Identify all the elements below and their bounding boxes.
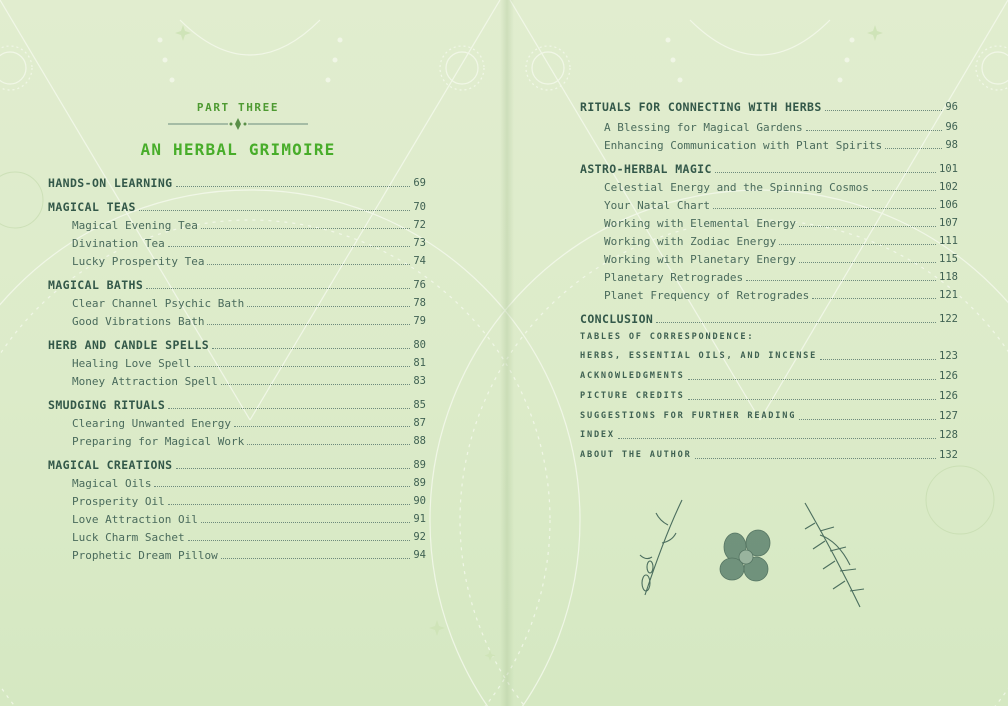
part-label: PART THREE — [196, 101, 280, 114]
toc-entry-page: 72 — [413, 219, 426, 231]
toc-entry-label: Planet Frequency of Retrogrades — [604, 289, 810, 302]
toc-entry[interactable] — [72, 528, 426, 544]
toc-entry-prefix: TABLES OF CORRESPONDENCE: — [580, 332, 755, 342]
toc-entry-label: Love Attraction Oil — [72, 513, 198, 526]
lavender-sprig-icon — [640, 500, 682, 595]
toc-entry-label: Luck Charm Sachet — [72, 531, 185, 544]
toc-entry-page: 126 — [939, 370, 958, 382]
toc-entry-page: 88 — [413, 435, 426, 447]
toc-entry-page: 126 — [939, 390, 958, 402]
toc-entry-page: 87 — [413, 417, 426, 429]
toc-entry[interactable] — [580, 446, 958, 462]
dot-leader — [820, 359, 936, 360]
toc-entry-label: Planetary Retrogrades — [604, 271, 744, 284]
dot-leader — [194, 366, 410, 367]
toc-entry-label: SUGGESTIONS FOR FURTHER READING — [580, 411, 797, 421]
dot-leader — [872, 190, 936, 191]
toc-entry-page: 118 — [939, 271, 958, 283]
toc-entry-label: ACKNOWLEDGMENTS — [580, 371, 685, 381]
toc-entry-page: 80 — [413, 339, 426, 351]
dot-leader — [176, 186, 411, 187]
dot-leader — [247, 306, 410, 307]
toc-entry[interactable] — [604, 196, 958, 212]
toc-entry-label: Clear Channel Psychic Bath — [72, 297, 245, 310]
toc-entry[interactable] — [72, 294, 426, 310]
rosemary-sprig-icon — [805, 503, 864, 607]
toc-entry-page: 92 — [413, 531, 426, 543]
toc-entry-label: MAGICAL BATHS — [48, 278, 144, 292]
toc-entry-page: 128 — [939, 429, 958, 441]
toc-entry[interactable] — [604, 250, 958, 266]
toc-entry-label: A Blessing for Magical Gardens — [604, 121, 803, 134]
toc-entry[interactable] — [72, 414, 426, 430]
toc-entry-page: 85 — [413, 399, 426, 411]
toc-entry-page: 89 — [413, 459, 426, 471]
dot-leader — [168, 504, 411, 505]
toc-entry[interactable] — [48, 276, 426, 292]
toc-entry-page: 79 — [413, 315, 426, 327]
toc-entry[interactable] — [72, 252, 426, 268]
toc-entry-label: RITUALS FOR CONNECTING WITH HERBS — [580, 100, 822, 114]
toc-entry-page: 106 — [939, 199, 958, 211]
toc-entry-label: Magical Oils — [72, 477, 152, 490]
toc-entry[interactable] — [72, 312, 426, 328]
toc-entry-page: 90 — [413, 495, 426, 507]
dot-leader — [221, 558, 411, 559]
toc-entry-page: 76 — [413, 279, 426, 291]
toc-entry[interactable] — [72, 474, 426, 490]
dot-leader — [825, 110, 943, 111]
toc-entry-label: PICTURE CREDITS — [580, 391, 685, 401]
dot-leader — [746, 280, 936, 281]
toc-entry[interactable] — [580, 160, 958, 176]
toc-entry-label: Your Natal Chart — [604, 199, 710, 212]
toc-entry-label: ABOUT THE AUTHOR — [580, 450, 692, 460]
toc-entry-label: Working with Planetary Energy — [604, 253, 797, 266]
dot-leader — [812, 298, 936, 299]
dot-leader — [212, 348, 410, 349]
dot-leader — [176, 468, 411, 469]
toc-entry-page: 122 — [939, 313, 958, 325]
toc-entry[interactable] — [48, 198, 426, 214]
toc-entry-page: 111 — [939, 235, 958, 247]
toc-entry[interactable] — [48, 396, 426, 412]
toc-entry[interactable] — [72, 372, 426, 388]
toc-entry-page: 73 — [413, 237, 426, 249]
toc-entry[interactable] — [72, 234, 426, 250]
toc-entry-label: Clearing Unwanted Energy — [72, 417, 231, 430]
toc-entry[interactable] — [72, 510, 426, 526]
toc-entry-page: 127 — [939, 410, 958, 422]
toc-entry-label: HANDS-ON LEARNING — [48, 176, 173, 190]
toc-entry[interactable] — [604, 136, 958, 152]
dot-leader — [656, 322, 936, 323]
toc-entry[interactable] — [48, 456, 426, 472]
toc-entry-page: 132 — [939, 449, 958, 461]
toc-entry-page: 107 — [939, 217, 958, 229]
toc-entry[interactable] — [604, 286, 958, 302]
toc-entry-page: 101 — [939, 163, 958, 175]
dot-leader — [201, 522, 411, 523]
dot-leader — [688, 399, 936, 400]
toc-entry[interactable] — [72, 546, 426, 562]
dot-leader — [799, 262, 936, 263]
dot-leader — [207, 264, 410, 265]
dot-leader — [695, 458, 936, 459]
toc-entry-page: 89 — [413, 477, 426, 489]
toc-entry-page: 115 — [939, 253, 958, 265]
toc-entry-label: Lucky Prosperity Tea — [72, 255, 205, 268]
toc-entry[interactable] — [580, 310, 958, 326]
part-title: AN HERBAL GRIMOIRE — [140, 140, 336, 159]
toc-entry-page: 78 — [413, 297, 426, 309]
toc-entry-label: Preparing for Magical Work — [72, 435, 245, 448]
toc-entry[interactable] — [580, 347, 958, 363]
toc-entry[interactable] — [604, 268, 958, 284]
ornament-divider-icon — [168, 117, 308, 131]
toc-entry[interactable] — [72, 354, 426, 370]
toc-entry-page: 123 — [939, 350, 958, 362]
flower-blossom-icon — [720, 530, 770, 581]
toc-entry-page: 102 — [939, 181, 958, 193]
dot-leader — [799, 419, 936, 420]
toc-entry-page: 69 — [413, 177, 426, 189]
dot-leader — [168, 408, 410, 409]
toc-entry-label: Working with Elemental Energy — [604, 217, 797, 230]
toc-entry[interactable] — [48, 336, 426, 352]
toc-entry-label: HERBS, ESSENTIAL OILS, AND INCENSE — [580, 351, 818, 361]
toc-entry-label: Divination Tea — [72, 237, 165, 250]
toc-entry-page: 74 — [413, 255, 426, 267]
toc-entry[interactable] — [72, 216, 426, 232]
dot-leader — [201, 228, 411, 229]
dot-leader — [139, 210, 410, 211]
dot-leader — [885, 148, 942, 149]
toc-entry[interactable] — [72, 432, 426, 448]
toc-entry-page: 83 — [413, 375, 426, 387]
dot-leader — [154, 486, 410, 487]
toc-entry-page: 91 — [413, 513, 426, 525]
toc-entry[interactable] — [604, 232, 958, 248]
dot-leader — [688, 379, 936, 380]
toc-entry-label: Good Vibrations Bath — [72, 315, 205, 328]
dot-leader — [779, 244, 936, 245]
toc-entry-label: MAGICAL CREATIONS — [48, 458, 173, 472]
toc-entry[interactable] — [48, 174, 426, 190]
toc-entry[interactable] — [604, 214, 958, 230]
toc-entry[interactable] — [604, 118, 958, 134]
dot-leader — [247, 444, 410, 445]
toc-entry[interactable] — [580, 426, 958, 442]
dot-leader — [221, 384, 411, 385]
toc-entry-label: ASTRO-HERBAL MAGIC — [580, 162, 712, 176]
dot-leader — [799, 226, 936, 227]
herb-illustrations — [620, 495, 900, 615]
dot-leader — [713, 208, 936, 209]
toc-entry-label: Money Attraction Spell — [72, 375, 218, 388]
toc-entry[interactable] — [580, 387, 958, 403]
toc-entry-label: CONCLUSION — [580, 312, 654, 326]
toc-entry-label: Working with Zodiac Energy — [604, 235, 777, 248]
toc-entry-label: INDEX — [580, 430, 615, 440]
toc-entry-page: 94 — [413, 549, 426, 561]
toc-entry[interactable] — [604, 178, 958, 194]
toc-entry[interactable] — [580, 367, 958, 383]
toc-entry[interactable] — [72, 492, 426, 508]
dot-leader — [806, 130, 943, 131]
dot-leader — [618, 438, 936, 439]
book-gutter — [500, 0, 514, 706]
toc-entry-label: Prosperity Oil — [72, 495, 165, 508]
toc-entry-page: 98 — [945, 139, 958, 151]
toc-entry[interactable] — [580, 98, 958, 114]
toc-entry[interactable] — [580, 407, 958, 423]
toc-entry-page: 121 — [939, 289, 958, 301]
toc-entry-label: Healing Love Spell — [72, 357, 192, 370]
dot-leader — [715, 172, 936, 173]
toc-entry-label: Prophetic Dream Pillow — [72, 549, 218, 562]
toc-entry-page: 96 — [945, 121, 958, 133]
toc-entry-page: 70 — [413, 201, 426, 213]
toc-entry-label: SMUDGING RITUALS — [48, 398, 166, 412]
toc-entry-label: MAGICAL TEAS — [48, 200, 136, 214]
toc-entry-label: HERB AND CANDLE SPELLS — [48, 338, 210, 352]
toc-entry-page: 81 — [413, 357, 426, 369]
dot-leader — [188, 540, 411, 541]
dot-leader — [146, 288, 410, 289]
toc-entry-label: Enhancing Communication with Plant Spirits — [604, 139, 883, 152]
toc-entry-page: 96 — [945, 101, 958, 113]
dot-leader — [234, 426, 410, 427]
toc-entry-label: Magical Evening Tea — [72, 219, 198, 232]
dot-leader — [168, 246, 411, 247]
dot-leader — [207, 324, 410, 325]
toc-entry-label: Celestial Energy and the Spinning Cosmos — [604, 181, 869, 194]
